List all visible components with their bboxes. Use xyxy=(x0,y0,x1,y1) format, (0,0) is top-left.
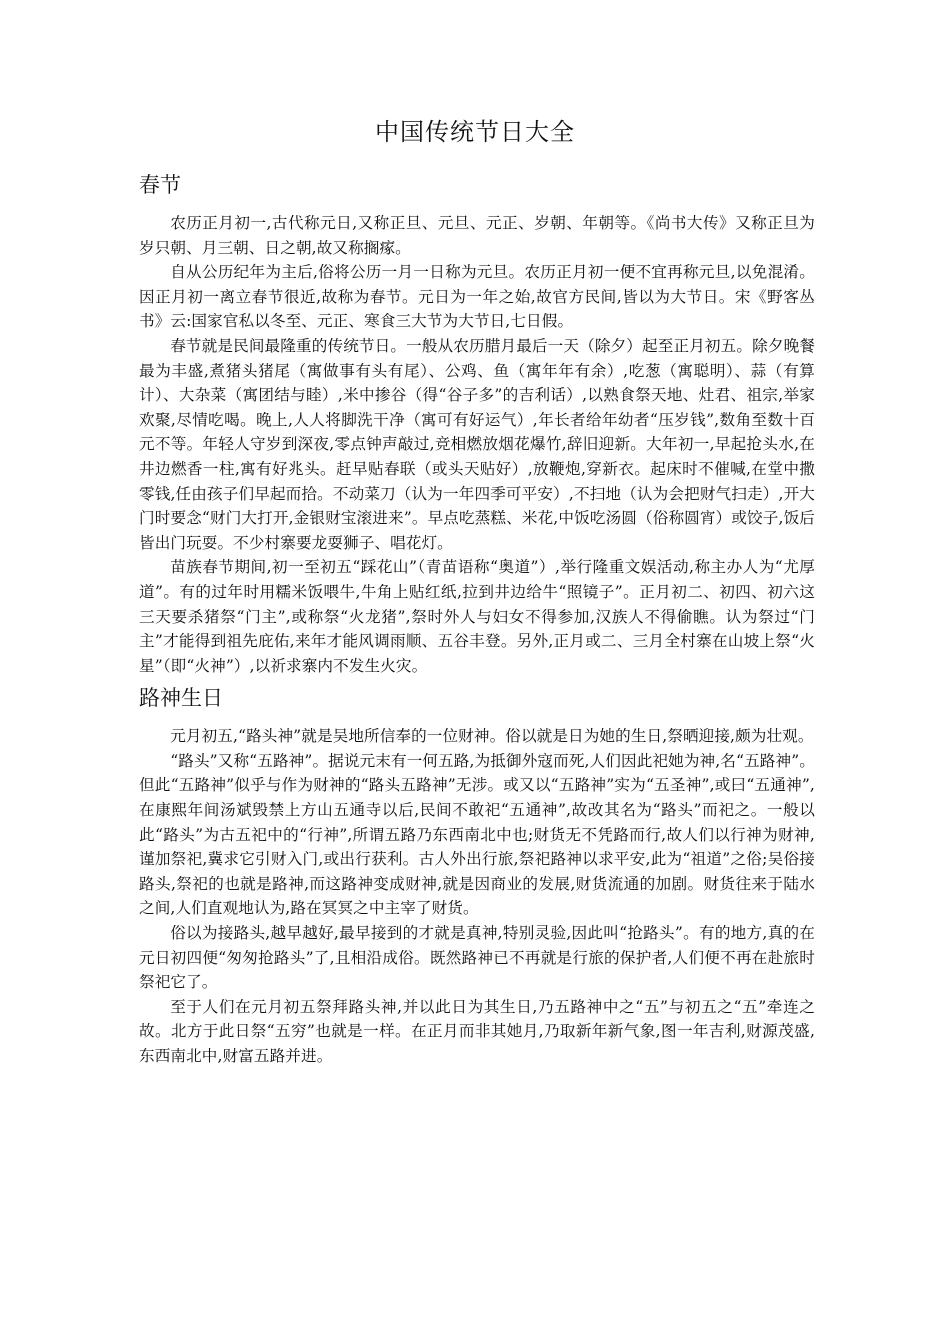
section-heading: 春节 xyxy=(139,173,181,197)
section-spring-festival xyxy=(139,167,815,678)
paragraph: 俗以为接路头,越早越好,最早接到的才就是真神,特别灵验,因此叫“抢路头”。有的地方,真的在元日初四便“匆匆抢路头”了,且相沿成俗。既然路神已不再就是行旅的保护者,人们便不再在赴旅时祭祀它了。 xyxy=(139,924,815,992)
paragraph: “路头”又称“五路神”。据说元末有一何五路,为抵御外寇而死,人们因此祀她为神,名“五路神”。但此“五路神”似乎与作为财神的“路头五路神”无涉。或又以“五路神”实为“五圣神”,或曰“五通神”,在康熙年间汤斌毁禁上方山五通寺以后,民间不敢祀“五通神”,故改其名为“路头”而祀之。一般以此“路头”为古五祀中的“行神”,所谓五路乃东西南北中也;财货无不凭路而行,故人们以行神为财神,谨加祭祀,冀求它引财入门,或出行获利。古人外出行旅,祭祀路神以求平安,此为“祖道”之俗;吴俗接路头,祭祀的也就是路神,而这路神变成财神,就是因商业的发展,财货流通的加剧。财货往来于陆水之间,人们直观地认为,路在冥冥之中主宰了财货。 xyxy=(139,751,815,918)
section-road-god-birthday xyxy=(139,680,815,1068)
document-body xyxy=(139,167,815,1069)
paragraph: 农历正月初一,古代称元日,又称正旦、元旦、元正、岁朝、年朝等。《尚书大传》又称正旦为岁只朝、月三朝、日之朝,故又称搁瘃。 xyxy=(139,214,815,257)
document-title: 中国传统节日大全 xyxy=(375,118,575,146)
paragraph: 春节就是民间最隆重的传统节日。一般从农历腊月最后一天（除夕）起至正月初五。除夕晚餐最为丰盛,煮猪头猪尾（寓做事有头有尾）、公鸡、鱼（寓年年有余）,吃葱（寓聪明）、蒜（有算计）、大杂菜（寓团结与睦）,米中掺谷（得“谷子多”的吉利话）,以熟食祭天地、灶君、祖宗,举家欢聚,尽情吃喝。晚上,人人将脚洗干净（寓可有好运气）,年长者给年幼者“压岁钱”,数角至数十百元不等。年轻人守岁到深夜,零点钟声敲过,竞相燃放烟花爆竹,辞旧迎新。大年初一,早起抢头水,在井边燃香一柱,寓有好兆头。赶早贴春联（或头天贴好）,放鞭炮,穿新衣。起床时不催喊,在堂中撒零钱,任由孩子们早起而拾。不动菜刀（认为一年四季可平安）,不扫地（认为会把财气扫走）,开大门时要念“财门大打开,金银财宝滚进来”。早点吃蒸糕、米花,中饭吃汤圆（俗称圆宵）或饺子,饭后皆出门玩耍。不少村寨要龙耍狮子、唱花灯。 xyxy=(139,336,815,552)
paragraph: 元月初五,“路头神”就是吴地所信奉的一位财神。俗以就是日为她的生日,祭晒迎接,颇为壮观。 xyxy=(170,727,814,746)
paragraph: 至于人们在元月初五祭拜路头神,并以此日为其生日,乃五路神中之“五”与初五之“五”牵连之故。北方于此日祭“五穷”也就是一样。在正月而非其她月,乃取新年新气象,图一年吉利,财源茂盛,东西南北中,财富五路并进。 xyxy=(139,997,815,1065)
paragraph: 自从公历纪年为主后,俗将公历一月一日称为元旦。农历正月初一便不宜再称元旦,以免混淆。因正月初一离立春节很近,故称为春节。元日为一年之始,故官方民间,皆以为大节日。宋《野客丛书》云:国家官私以冬至、元正、寒食三大节为大节日,七日假。 xyxy=(139,263,815,331)
section-heading: 路神生日 xyxy=(139,686,223,711)
paragraph: 苗族春节期间,初一至初五“踩花山”（青苗语称“奥道”）,举行隆重文娱活动,称主办人为“尤厚道”。有的过年时用糯米饭喂牛,牛角上贴红纸,拉到井边给牛“照镜子”。正月初二、初四、初六这三天要杀猪祭“门主”,或称祭“火龙猪”,祭时外人与妇女不得参加,汉族人不得偷瞧。认为祭过“门主”才能得到祖先庇佑,来年才能风调雨顺、五谷丰登。另外,正月或二、三月全村寨在山坡上祭“火星”（即“火神”）,以祈求寨内不发生火灾。 xyxy=(139,558,815,675)
